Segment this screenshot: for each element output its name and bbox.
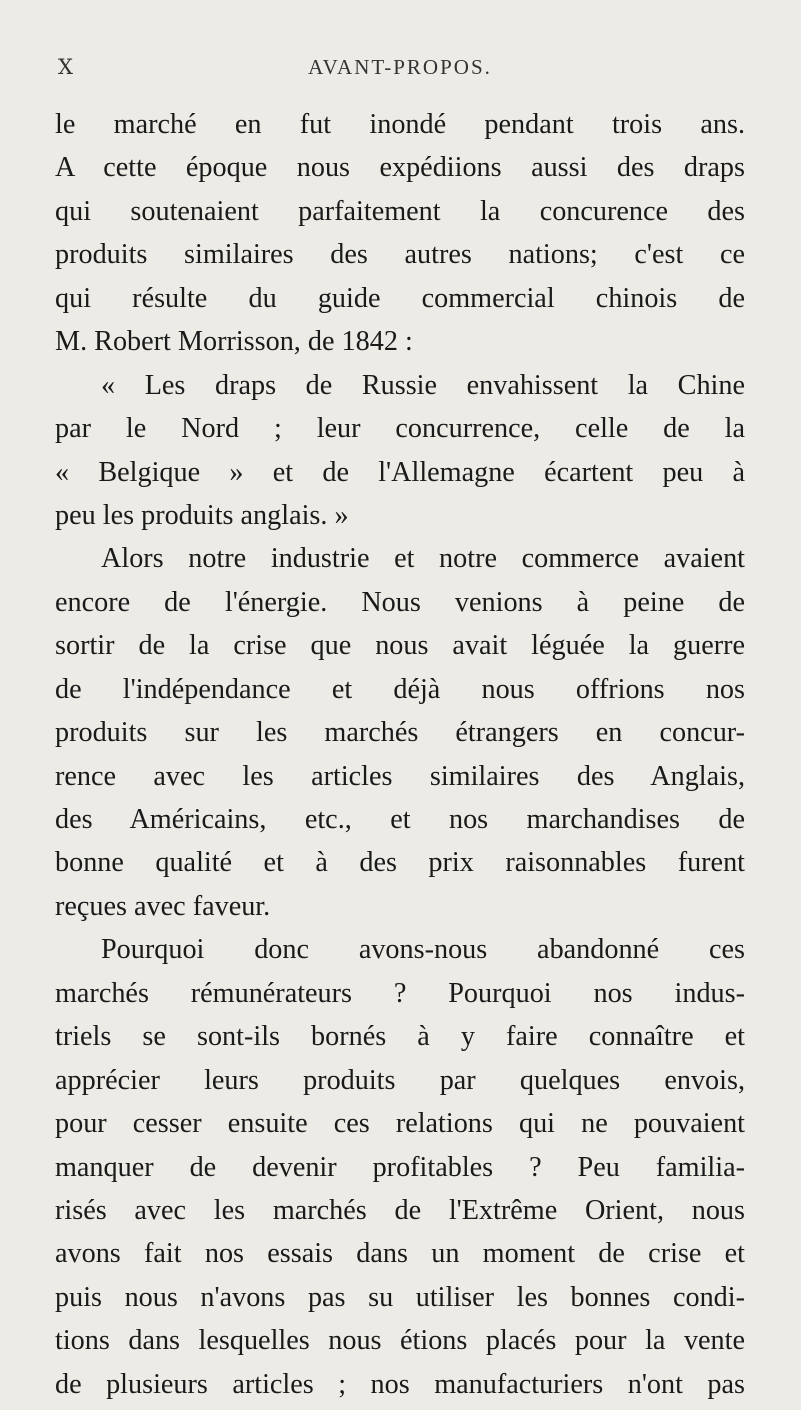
text-line: apprécier leurs produits par quelques envois, bbox=[55, 1064, 745, 1096]
text-line: produits sur les marchés étrangers en concur- bbox=[55, 717, 745, 749]
text-line: de plusieurs articles ; nos manufacturiers n'ont pas bbox=[55, 1368, 745, 1400]
text-line: des Américains, etc., et nos marchandises de bbox=[55, 804, 745, 835]
text-line: puis nous n'avons pas su utiliser les bonnes condi- bbox=[55, 1281, 745, 1313]
text-line: manquer de devenir profitables ? Peu familia- bbox=[55, 1151, 745, 1183]
text-line: bonne qualité et à des prix raisonnables furent bbox=[55, 847, 745, 879]
text-line: sortir de la crise que nous avait léguée la guerre bbox=[55, 630, 745, 662]
running-title: AVANT-PROPOS. bbox=[308, 55, 492, 79]
text-line: M. Robert Morrisson, de 1842 : bbox=[55, 326, 413, 358]
text-line: risés avec les marchés de l'Extrême Orient, nous bbox=[55, 1194, 745, 1226]
quote-line: par le Nord ; leur concurrence, celle de la bbox=[55, 413, 745, 445]
page-header bbox=[58, 55, 742, 89]
text-line: produits similaires des autres nations; c'est ce bbox=[55, 239, 745, 271]
text-line: A cette époque nous expédiions aussi des draps bbox=[55, 152, 745, 184]
text-line: encore de l'énergie. Nous venions à peine de bbox=[55, 586, 745, 618]
text-line: Alors notre industrie et notre commerce avaient bbox=[101, 543, 745, 575]
quote-line: « Les draps de Russie envahissent la Chine bbox=[101, 369, 745, 401]
page-number: X bbox=[58, 55, 74, 79]
text-line: pour cesser ensuite ces relations qui ne pouvaient bbox=[55, 1108, 745, 1140]
text-line: triels se sont-ils bornés à y faire connaître et bbox=[55, 1021, 745, 1053]
text-line: reçues avec faveur. bbox=[55, 890, 271, 922]
text-line: de l'indépendance et déjà nous offrions nos bbox=[55, 673, 745, 705]
text-line: marchés rémunérateurs ? Pourquoi nos indus- bbox=[55, 977, 745, 1009]
text-line: avons fait nos essais dans un moment de crise et bbox=[55, 1238, 745, 1270]
text-line: qui soutenaient parfaitement la concurence des bbox=[55, 195, 745, 227]
body-text bbox=[55, 103, 745, 1406]
text-line: tions dans lesquelles nous étions placés pour la vente bbox=[55, 1325, 745, 1357]
quote-line: « Belgique » et de l'Allemagne écartent peu à bbox=[55, 456, 745, 488]
text-line: rence avec les articles similaires des Anglais, bbox=[55, 760, 745, 792]
text-line: Pourquoi donc avons-nous abandonné ces bbox=[101, 934, 745, 966]
text-line: qui résulte du guide commercial chinois de bbox=[55, 282, 745, 314]
quote-line: peu les produits anglais. » bbox=[55, 499, 349, 531]
text-line: le marché en fut inondé pendant trois ans. bbox=[55, 109, 745, 140]
